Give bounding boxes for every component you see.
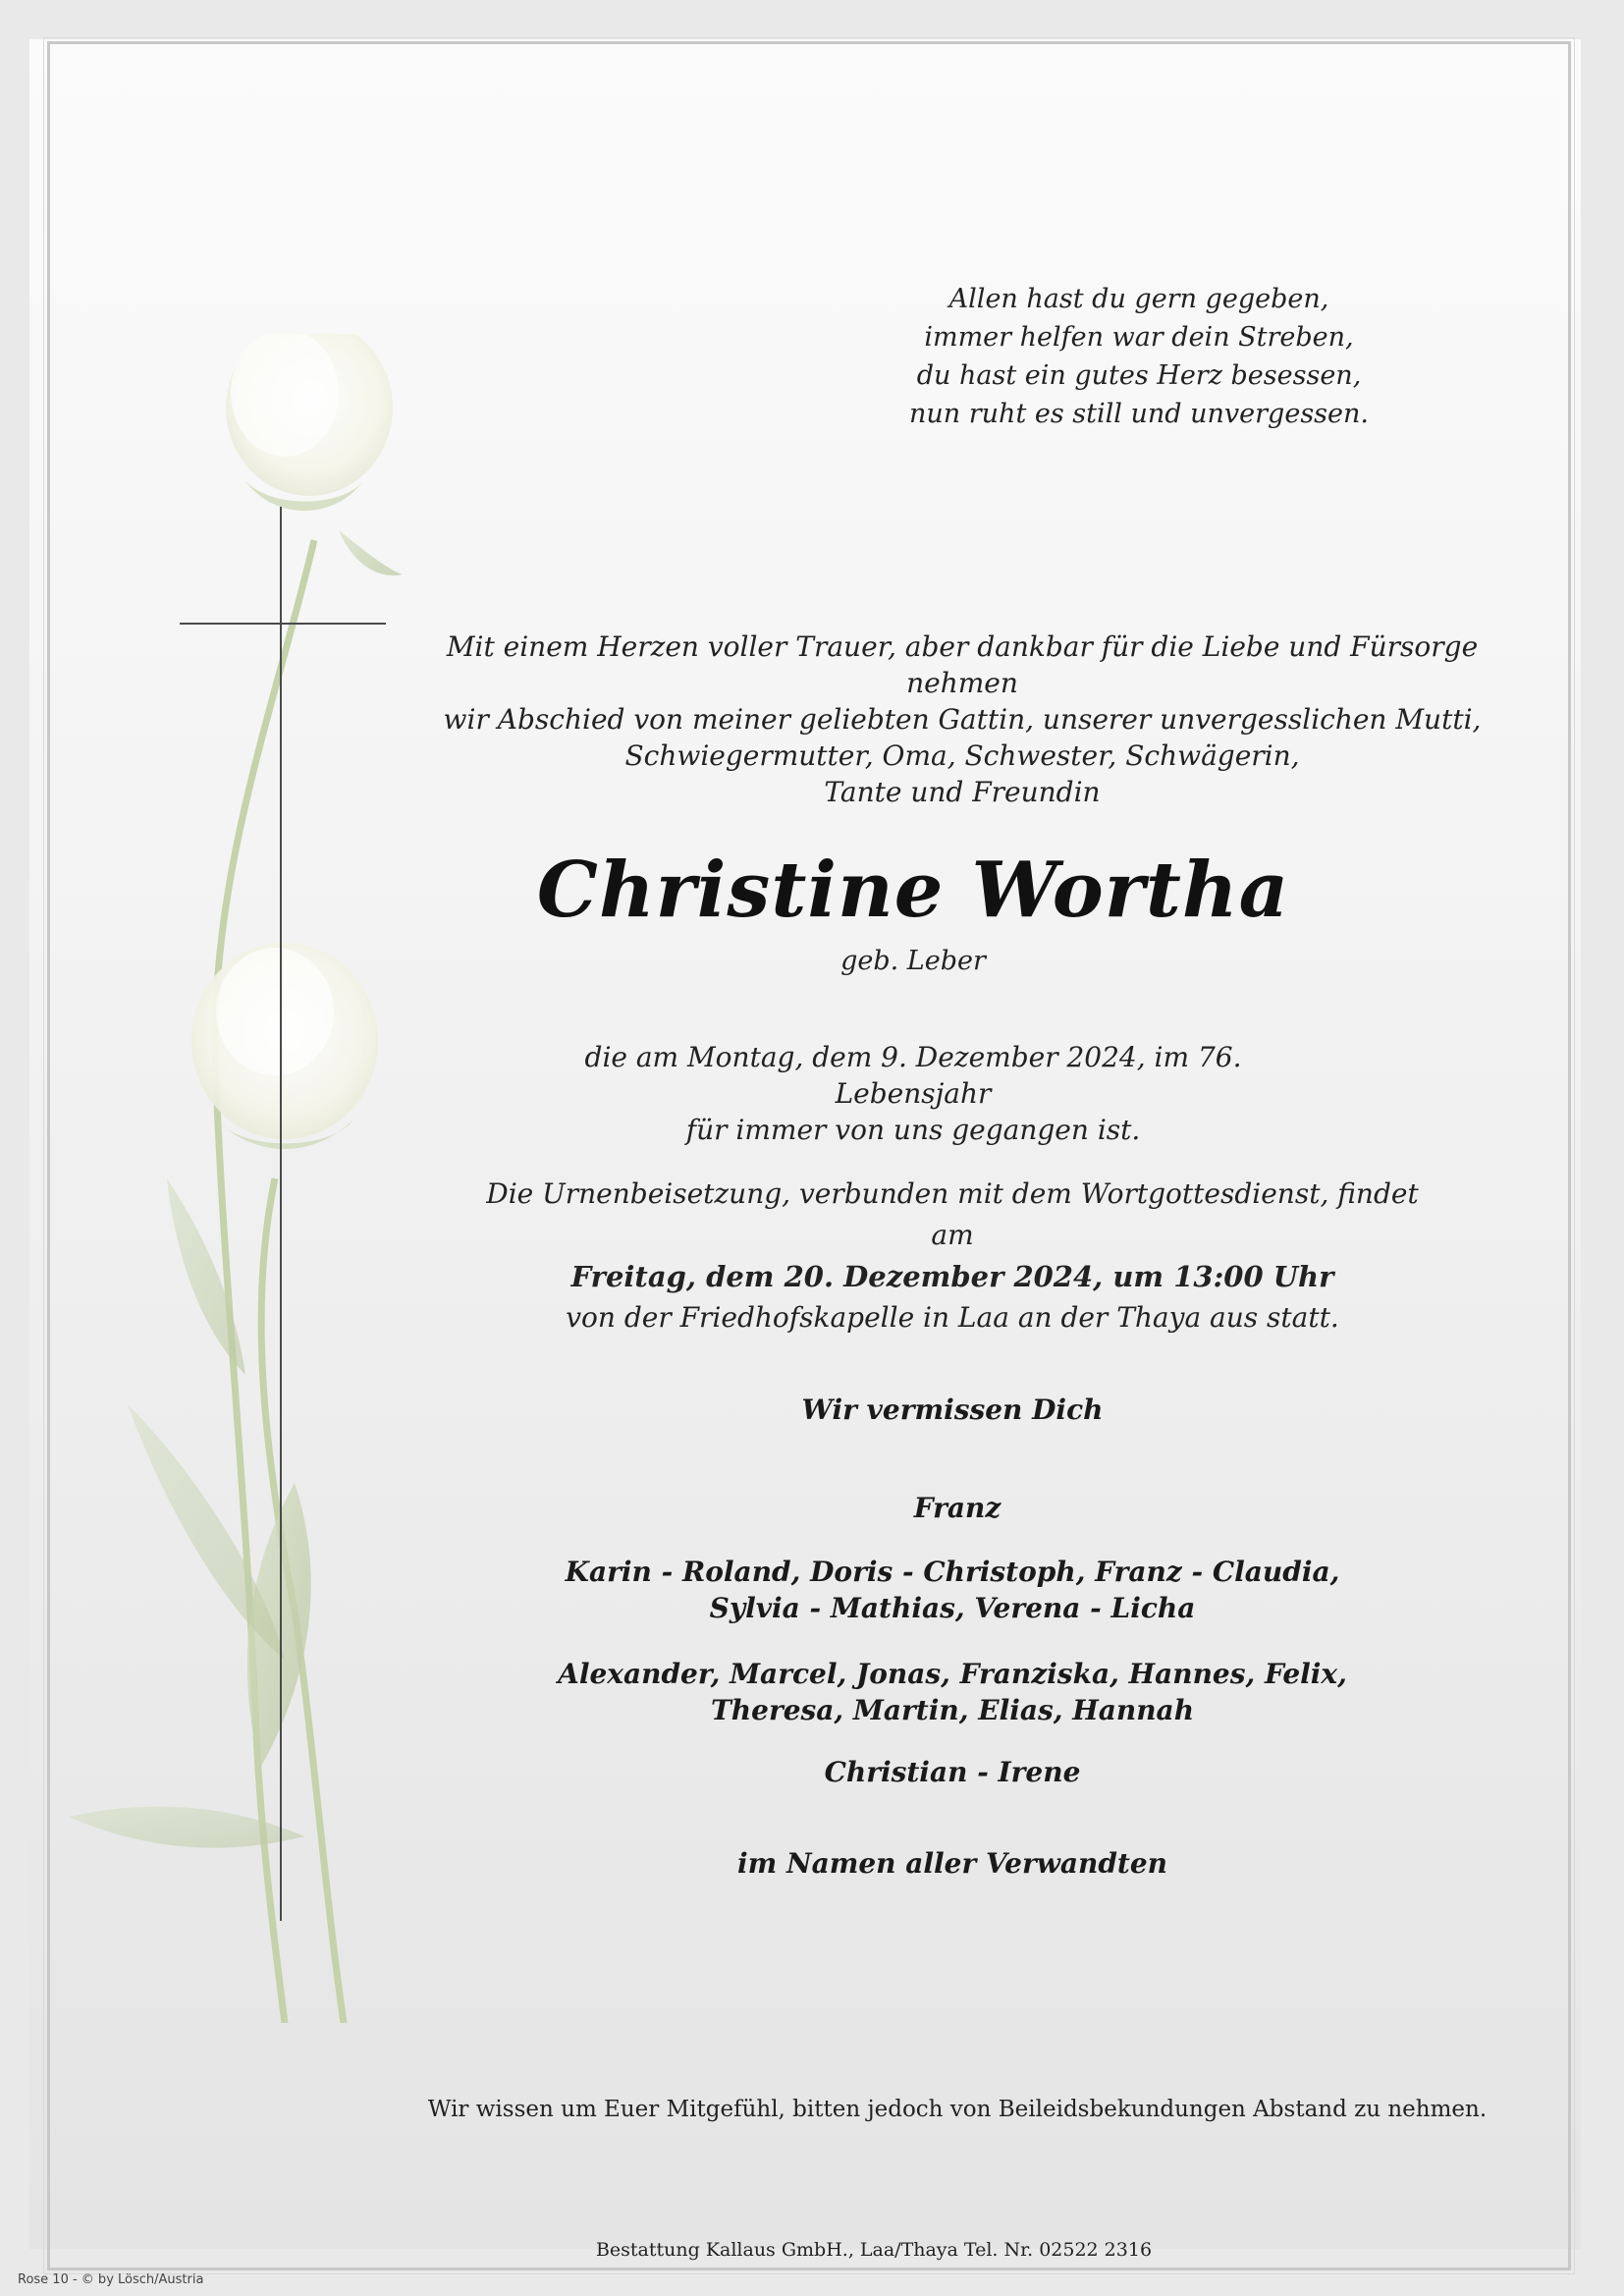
deceased-name: Christine Wortha <box>536 846 1290 935</box>
death-line: die am Montag, dem 9. Dezember 2024, im 76. Lebensjahr <box>584 1041 1242 1110</box>
service-intro: Die Urnenbeisetzung, verbunden mit dem Wortgottesdienst, findet am <box>486 1177 1419 1251</box>
poem-line: immer helfen war dein Streben, <box>924 322 1354 353</box>
death-notice <box>550 1039 1276 1148</box>
grandchildren-line: Alexander, Marcel, Jonas, Franziska, Hannes, Felix, <box>558 1658 1347 1690</box>
poem-line: nun ruht es still und unvergessen. <box>909 399 1369 429</box>
poem-line: Allen hast du gern gegeben, <box>948 284 1329 314</box>
on-behalf-line: im Namen aller Verwandten <box>736 1847 1168 1880</box>
intro-line: Tante und Freundin <box>824 776 1101 808</box>
white-rose-illustration <box>49 334 471 2023</box>
condolence-notice: Wir wissen um Euer Mitgefühl, bitten jedoch von Beileidsbekundungen Abstand zu nehmen. <box>427 2097 1488 2122</box>
children-line: Karin - Roland, Doris - Christoph, Franz - Claudia, <box>565 1556 1340 1588</box>
death-line: für immer von uns gegangen ist. <box>685 1114 1141 1146</box>
cross-vertical-bar <box>280 507 282 1921</box>
cross-horizontal-bar <box>180 623 386 625</box>
mourner-relatives: Christian - Irene <box>824 1756 1081 1788</box>
service-location: von der Friedhofskapelle in Laa an der Thaya aus statt. <box>566 1301 1339 1334</box>
mourner-children <box>550 1554 1355 1626</box>
intro-line: wir Abschied von meiner geliebten Gattin, unserer unvergesslichen Mutti, <box>443 703 1482 736</box>
children-line: Sylvia - Mathias, Verena - Licha <box>709 1592 1196 1624</box>
mourners-heading: Wir vermissen Dich <box>801 1394 1104 1426</box>
upper-rose <box>226 334 393 511</box>
image-credit: Rose 10 - © by Lösch/Austria <box>18 2272 204 2287</box>
funeral-home-footer: Bestattung Kallaus GmbH., Laa/Thaya Tel. Nr. 02522 2316 <box>595 2239 1153 2261</box>
intro-line: Mit einem Herzen voller Trauer, aber dankbar für die Liebe und Fürsorge nehmen <box>446 630 1479 699</box>
memorial-poem <box>884 280 1394 433</box>
funeral-service-details <box>471 1174 1434 1339</box>
grandchildren-line: Theresa, Martin, Elias, Hannah <box>710 1694 1195 1726</box>
maiden-name: geb. Leber <box>840 946 986 976</box>
announcement-intro <box>403 629 1522 810</box>
mourner-spouse: Franz <box>913 1492 1001 1524</box>
mourner-grandchildren <box>550 1656 1355 1728</box>
poem-line: du hast ein gutes Herz besessen, <box>916 360 1362 391</box>
intro-line: Schwiegermutter, Oma, Schwester, Schwägerin, <box>624 739 1300 772</box>
service-date: Freitag, dem 20. Dezember 2024, um 13:00 Uhr <box>570 1260 1334 1293</box>
